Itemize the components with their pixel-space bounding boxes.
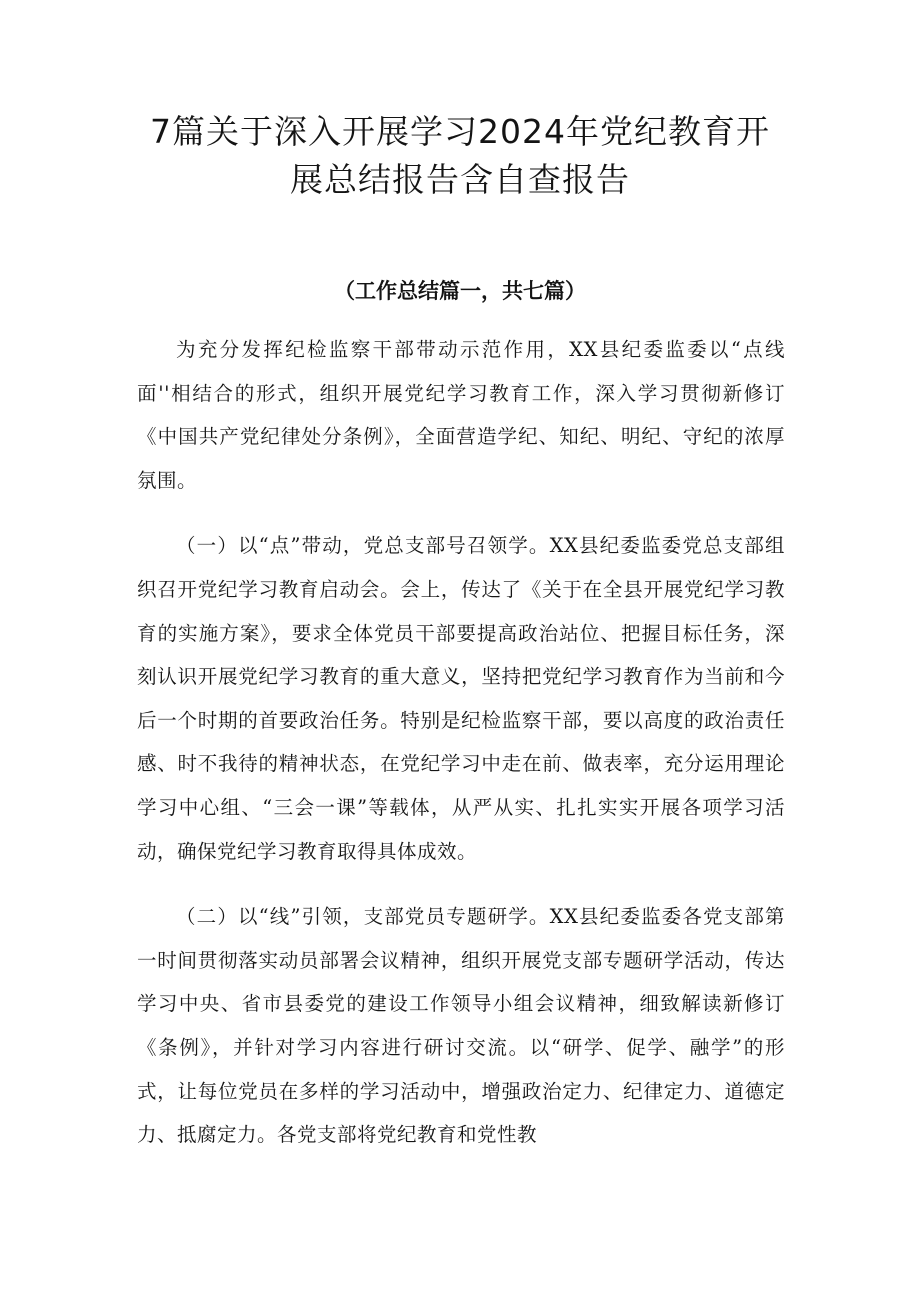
- paragraph-section-one: （一）以“点”带动，党总支部号召领学。XX县纪委监委党总支部组织召开党纪学习教育启动会。会上，传达了《关于在全县开展党纪学习教育的实施方案》，要求全体党员干部要提高政治站位、把握目标任务，深刻认识开展党纪学习教育的重大意义，坚持把党纪学习教育作为当前和今后一个时期的首要政治任务。特别是纪检监察干部，要以高度的政治责任感、时不我待的精神状态，在党纪学习中走在前、做表率，充分运用理论学习中心组、“三会一课”等载体，从严从实、扎扎实实开展各项学习活动，确保党纪学习教育取得具体成效。: [137, 534, 785, 863]
- document-subtitle: （工作总结篇一，共七篇）: [334, 279, 586, 303]
- document-body: [137, 328, 785, 1179]
- paragraph-intro: 为充分发挥纪检监察干部带动示范作用，XX县纪委监委以“点线面''相结合的形式，组织开展党纪学习教育工作，深入学习贯彻新修订《中国共产党纪律处分条例》，全面营造学纪、知纪、明纪、守纪的浓厚氛围。: [137, 338, 785, 492]
- paragraph-section-two: （二）以“线”引领，支部党员专题研学。XX县纪委监委各党支部第一时间贯彻落实动员部署会议精神，组织开展党支部专题研学活动，传达学习中央、省市县委党的建设工作领导小组会议精神，细致解读新修订《条例》，并针对学习内容进行研讨交流。以“研学、促学、融学”的形式，让每位党员在多样的学习活动中，增强政治定力、纪律定力、道德定力、抵腐定力。各党支部将党纪教育和党性教: [137, 905, 785, 1147]
- document-title: 7篇关于深入开展学习2024年党纪教育开展总结报告含自查报告: [150, 112, 770, 199]
